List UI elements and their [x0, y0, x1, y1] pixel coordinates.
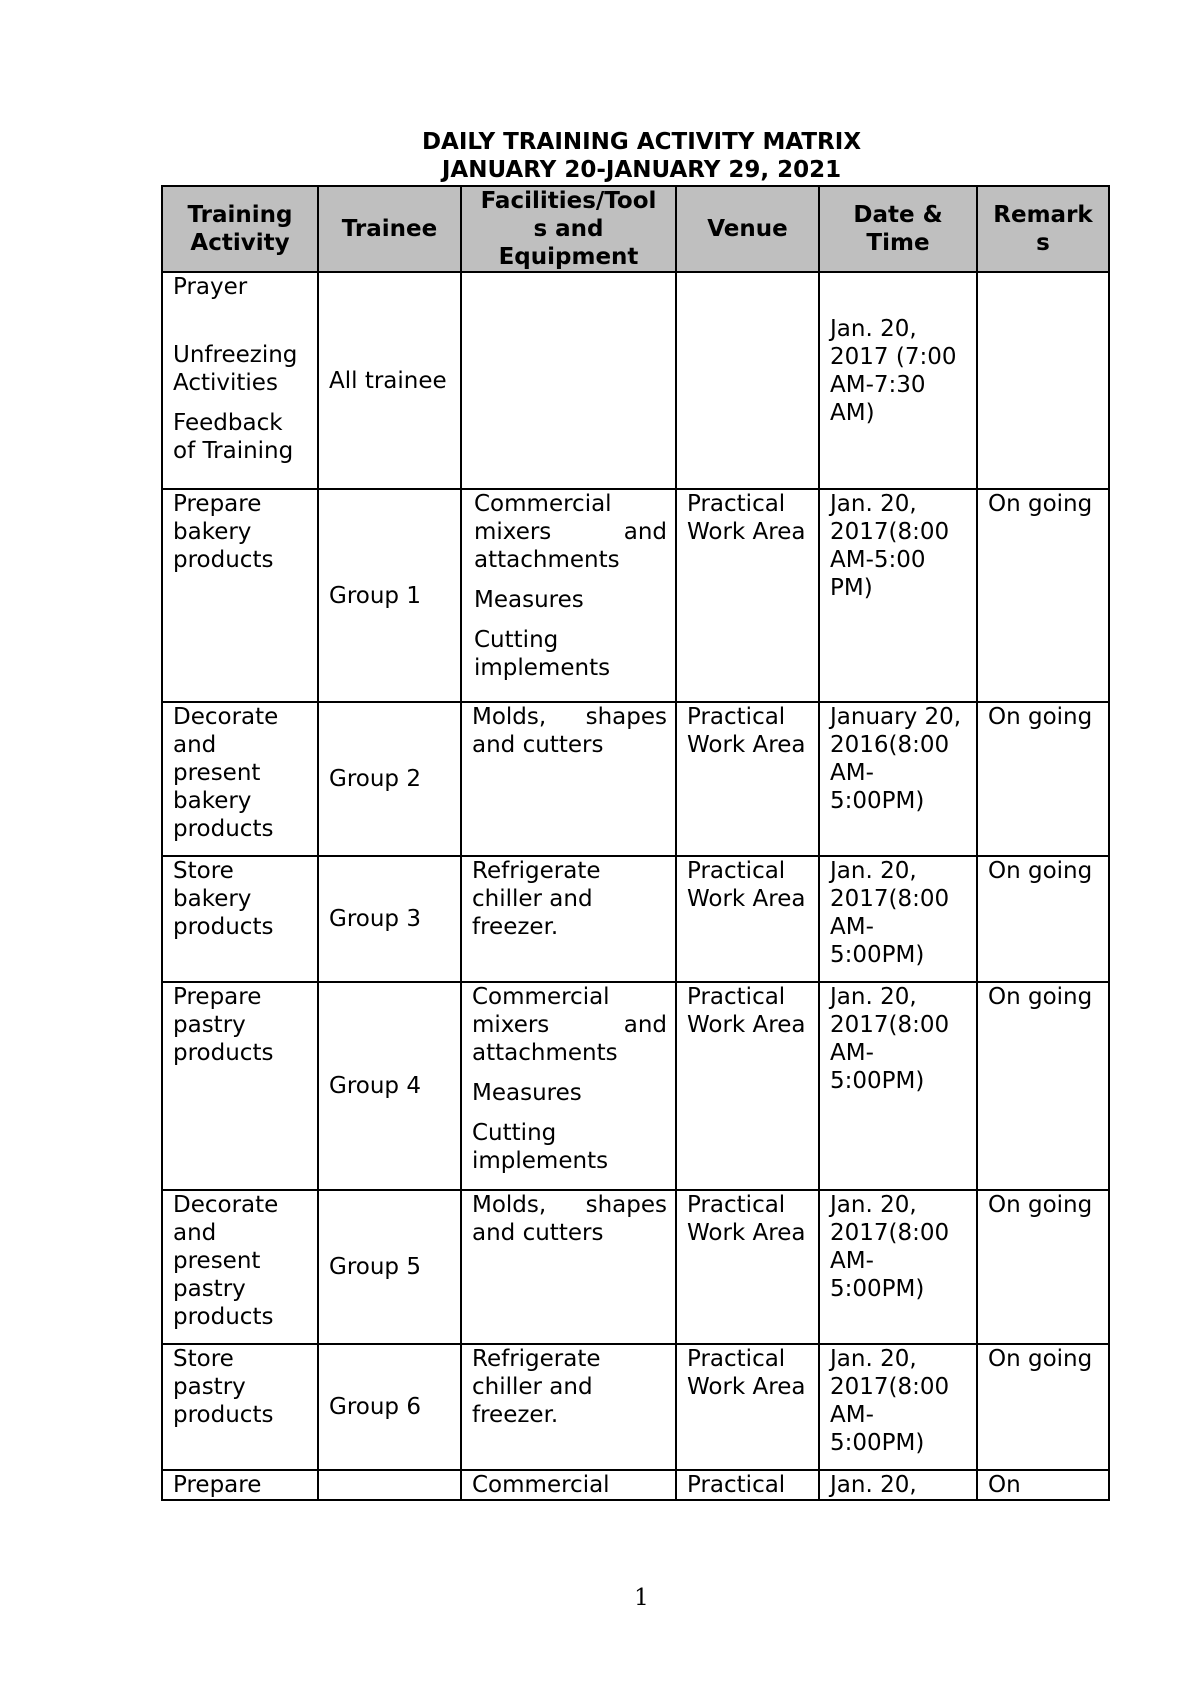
- cell-trainee: Group 5: [318, 1190, 461, 1344]
- cell-remarks: On going: [977, 489, 1109, 702]
- title-line-1: DAILY TRAINING ACTIVITY MATRIX: [421, 129, 862, 155]
- table-row: [162, 489, 1109, 702]
- cell-date: Jan. 20, 2017 (7:00 AM-7:30 AM): [819, 272, 977, 489]
- cell-remarks: On going: [977, 1344, 1109, 1470]
- table-row: [162, 1190, 1109, 1344]
- cell-remarks: On: [977, 1470, 1109, 1500]
- cell-trainee: Group 3: [318, 856, 461, 982]
- cell-trainee: Group 6: [318, 1344, 461, 1470]
- table-row: [162, 702, 1109, 856]
- cell-activity: Store bakery products: [162, 856, 318, 982]
- cell-venue: Practical Work Area: [676, 702, 819, 856]
- cell-activity: Decorate and present bakery products: [162, 702, 318, 856]
- cell-remarks: [977, 272, 1109, 489]
- cell-facilities: [461, 489, 676, 702]
- cell-date: Jan. 20, 2017(8:00 AM-5:00 PM): [819, 489, 977, 702]
- document-title: [0, 128, 1200, 184]
- header-trainee: Trainee: [318, 186, 461, 272]
- cell-facilities: Commercial: [461, 1470, 676, 1500]
- cell-venue: Practical Work Area: [676, 489, 819, 702]
- cell-date: Jan. 20, 2017(8:00 AM-5:00PM): [819, 856, 977, 982]
- header-date-time: Date & Time: [819, 186, 977, 272]
- cell-activity: Prepare bakery products: [162, 489, 318, 702]
- cell-trainee: Group 4: [318, 982, 461, 1190]
- training-matrix-table: [161, 185, 1110, 1501]
- table-row: [162, 1470, 1109, 1500]
- cell-venue: Practical Work Area: [676, 1190, 819, 1344]
- cell-date: Jan. 20,: [819, 1470, 977, 1500]
- cell-trainee: Group 1: [318, 489, 461, 702]
- list-item: • Measures: [472, 586, 667, 614]
- cell-remarks: On going: [977, 856, 1109, 982]
- cell-trainee: Group 2: [318, 702, 461, 856]
- header-training-activity: Training Activity: [162, 186, 318, 272]
- header-facilities: Facilities/Tool s and Equipment: [461, 186, 676, 272]
- cell-facilities: [461, 272, 676, 489]
- list-item: • Commercial mixers and attachments: [472, 490, 667, 574]
- cell-venue: Practical Work Area: [676, 856, 819, 982]
- cell-date: Jan. 20, 2017(8:00 AM-5:00PM): [819, 1344, 977, 1470]
- cell-trainee: All trainee: [318, 272, 461, 489]
- cell-date: Jan. 20, 2017(8:00 AM-5:00PM): [819, 1190, 977, 1344]
- cell-remarks: On going: [977, 1190, 1109, 1344]
- page-number: 1: [634, 1585, 649, 1611]
- cell-date: January 20, 2016(8:00 AM-5:00PM): [819, 702, 977, 856]
- table-row: [162, 1344, 1109, 1470]
- cell-remarks: On going: [977, 982, 1109, 1190]
- cell-activity: Prepare pastry products: [162, 982, 318, 1190]
- header-row: [162, 186, 1109, 272]
- cell-facilities: Refrigerate chiller and freezer.: [461, 1344, 676, 1470]
- cell-activity: Store pastry products: [162, 1344, 318, 1470]
- cell-facilities: Commercial mixers and attachments Measures Cutting implements: [461, 982, 676, 1190]
- cell-remarks: On going: [977, 702, 1109, 856]
- cell-venue: Practical Work Area: [676, 1344, 819, 1470]
- cell-venue: Practical: [676, 1470, 819, 1500]
- table-row: [162, 272, 1109, 489]
- table-row: [162, 856, 1109, 982]
- cell-venue: [676, 272, 819, 489]
- cell-activity: Prepare: [162, 1470, 318, 1500]
- cell-facilities: Molds, shapes and cutters: [461, 1190, 676, 1344]
- list-item: • Cutting implements: [472, 626, 667, 682]
- facilities-list: [472, 490, 667, 682]
- cell-venue: Practical Work Area: [676, 982, 819, 1190]
- table-row: [162, 982, 1109, 1190]
- cell-trainee: [318, 1470, 461, 1500]
- header-venue: Venue: [676, 186, 819, 272]
- header-remarks: Remark s: [977, 186, 1109, 272]
- cell-activity: Prayer Unfreezing Activities Feedback of Training: [162, 272, 318, 489]
- title-line-2: JANUARY 20-JANUARY 29, 2021: [441, 157, 842, 183]
- cell-facilities: Molds, shapes and cutters: [461, 702, 676, 856]
- cell-date: Jan. 20, 2017(8:00 AM-5:00PM): [819, 982, 977, 1190]
- cell-activity: Decorate and present pastry products: [162, 1190, 318, 1344]
- cell-facilities: Refrigerate chiller and freezer.: [461, 856, 676, 982]
